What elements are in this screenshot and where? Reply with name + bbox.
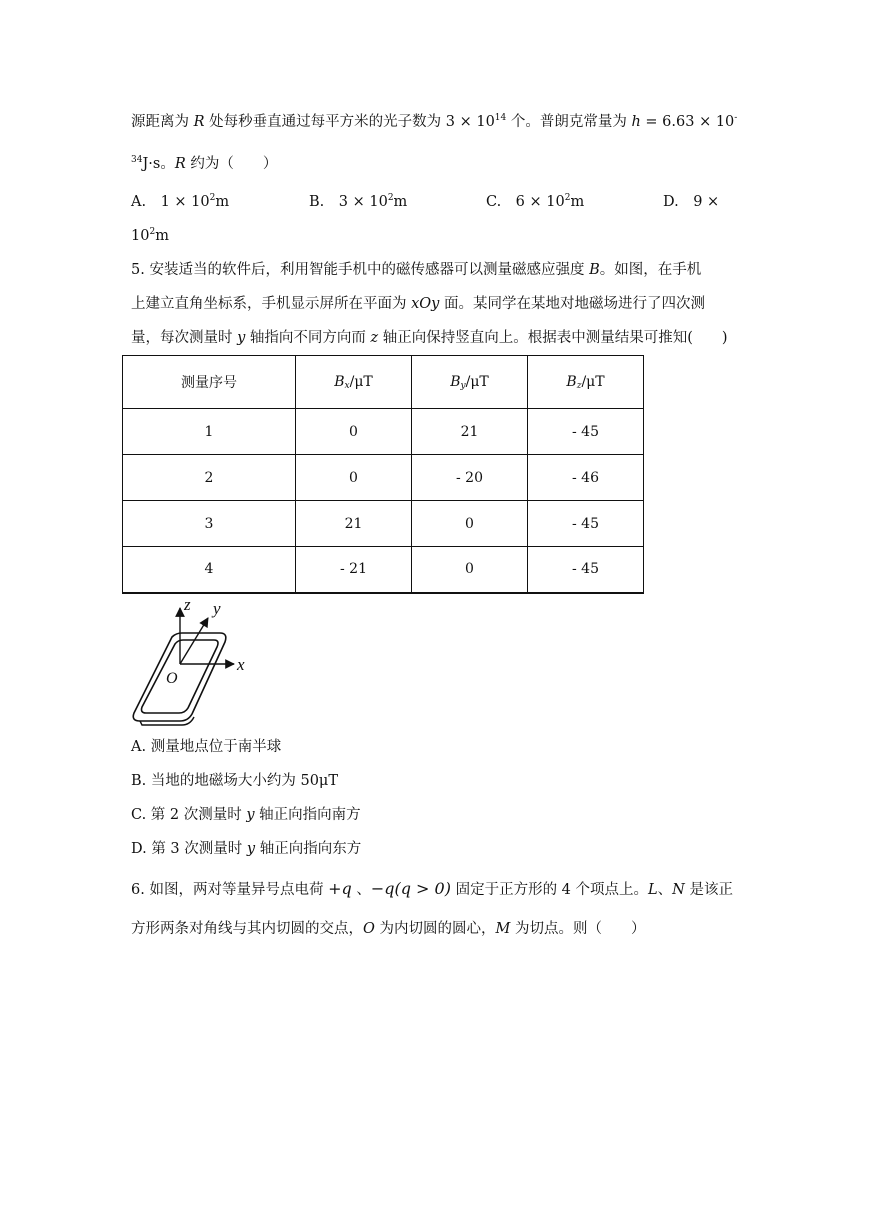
table-cell: 0 xyxy=(296,455,412,501)
q4-option-a: A. $1 \times 10^2m$ xyxy=(131,193,230,210)
table-row xyxy=(123,501,644,547)
table-row xyxy=(123,455,644,501)
q5-option-a: A. 测量地点位于南半球 xyxy=(131,739,282,755)
q4-line-2: $^{34}$J·s。R 约为（ ） xyxy=(131,155,278,172)
q5-option-c: C. 第 2 次测量时 y 轴正向指向南方 xyxy=(131,807,361,823)
table-cell: 2 xyxy=(123,455,296,501)
q5-option-b: B. 当地的地磁场大小约为 50μT xyxy=(131,773,339,789)
table-cell: - 21 xyxy=(296,547,412,593)
y-axis-label: y xyxy=(213,600,221,618)
q5-line-3: 量，每次测量时 y 轴指向不同方向而 z 轴正向保持竖直向上。根据表中测量结果可推知( ) xyxy=(131,330,728,346)
table-cell: - 45 xyxy=(528,547,644,593)
q6-line-2: 方形两条对角线与其内切圆的交点，O 为内切圆的圆心，M 为切点。则（ ） xyxy=(131,921,646,937)
table-cell: 21 xyxy=(296,501,412,547)
table-cell: - 20 xyxy=(412,455,528,501)
q5-line-2: 上建立直角坐标系，手机显示屏所在平面为 xOy 面。某同学在某地对地磁场进行了四次测 xyxy=(131,296,705,312)
table-cell: 0 xyxy=(296,409,412,455)
table-cell: 4 xyxy=(123,547,296,593)
z-axis-label: z xyxy=(184,600,191,614)
table-row xyxy=(123,547,644,593)
y-axis xyxy=(180,618,208,664)
header-by: $B_y/\mu T$ xyxy=(412,356,528,409)
table-cell: 0 xyxy=(412,547,528,593)
q6-line-1: 6. 如图，两对等量异号点电荷 +q 、−q(q > 0) 固定于正方形的 4 个项点上。L、N 是该正 xyxy=(131,879,733,898)
x-axis-label: x xyxy=(237,655,245,674)
header-bx: $B_x/\mu T$ xyxy=(296,356,412,409)
table-cell: - 45 xyxy=(528,501,644,547)
header-bz: $B_z/\mu T$ xyxy=(528,356,644,409)
q4-option-d-continued: $10^2m$ xyxy=(131,227,169,244)
q5-option-d: D. 第 3 次测量时 y 轴正向指向东方 xyxy=(131,841,362,857)
table-cell: 21 xyxy=(412,409,528,455)
header-seq: 测量序号 xyxy=(123,356,296,409)
table-cell: - 46 xyxy=(528,455,644,501)
table-cell: - 45 xyxy=(528,409,644,455)
table-cell: 1 xyxy=(123,409,296,455)
table-row xyxy=(123,409,644,455)
table-cell: 3 xyxy=(123,501,296,547)
q4-option-d: D. 9 × xyxy=(663,194,720,210)
q4-option-c: C. $6 \times 10^2m$ xyxy=(486,193,585,210)
table-header-row xyxy=(123,356,644,409)
origin-label: O xyxy=(166,670,178,687)
q4-line-1: 源距离为 R 处每秒垂直通过每平方米的光子数为 $3 \times 10^{14}$ 个。普朗克常量为 h = 6.63 × 10- xyxy=(131,113,738,130)
q5-line-1: 5. 安装适当的软件后，利用智能手机中的磁传感器可以测量磁感应强度 B。如图，在手机 xyxy=(131,262,702,278)
q4-option-b: B. $3 \times 10^2m$ xyxy=(309,193,408,210)
table-cell: 0 xyxy=(412,501,528,547)
phone-axes-figure xyxy=(128,600,258,726)
measurement-table xyxy=(122,355,644,594)
